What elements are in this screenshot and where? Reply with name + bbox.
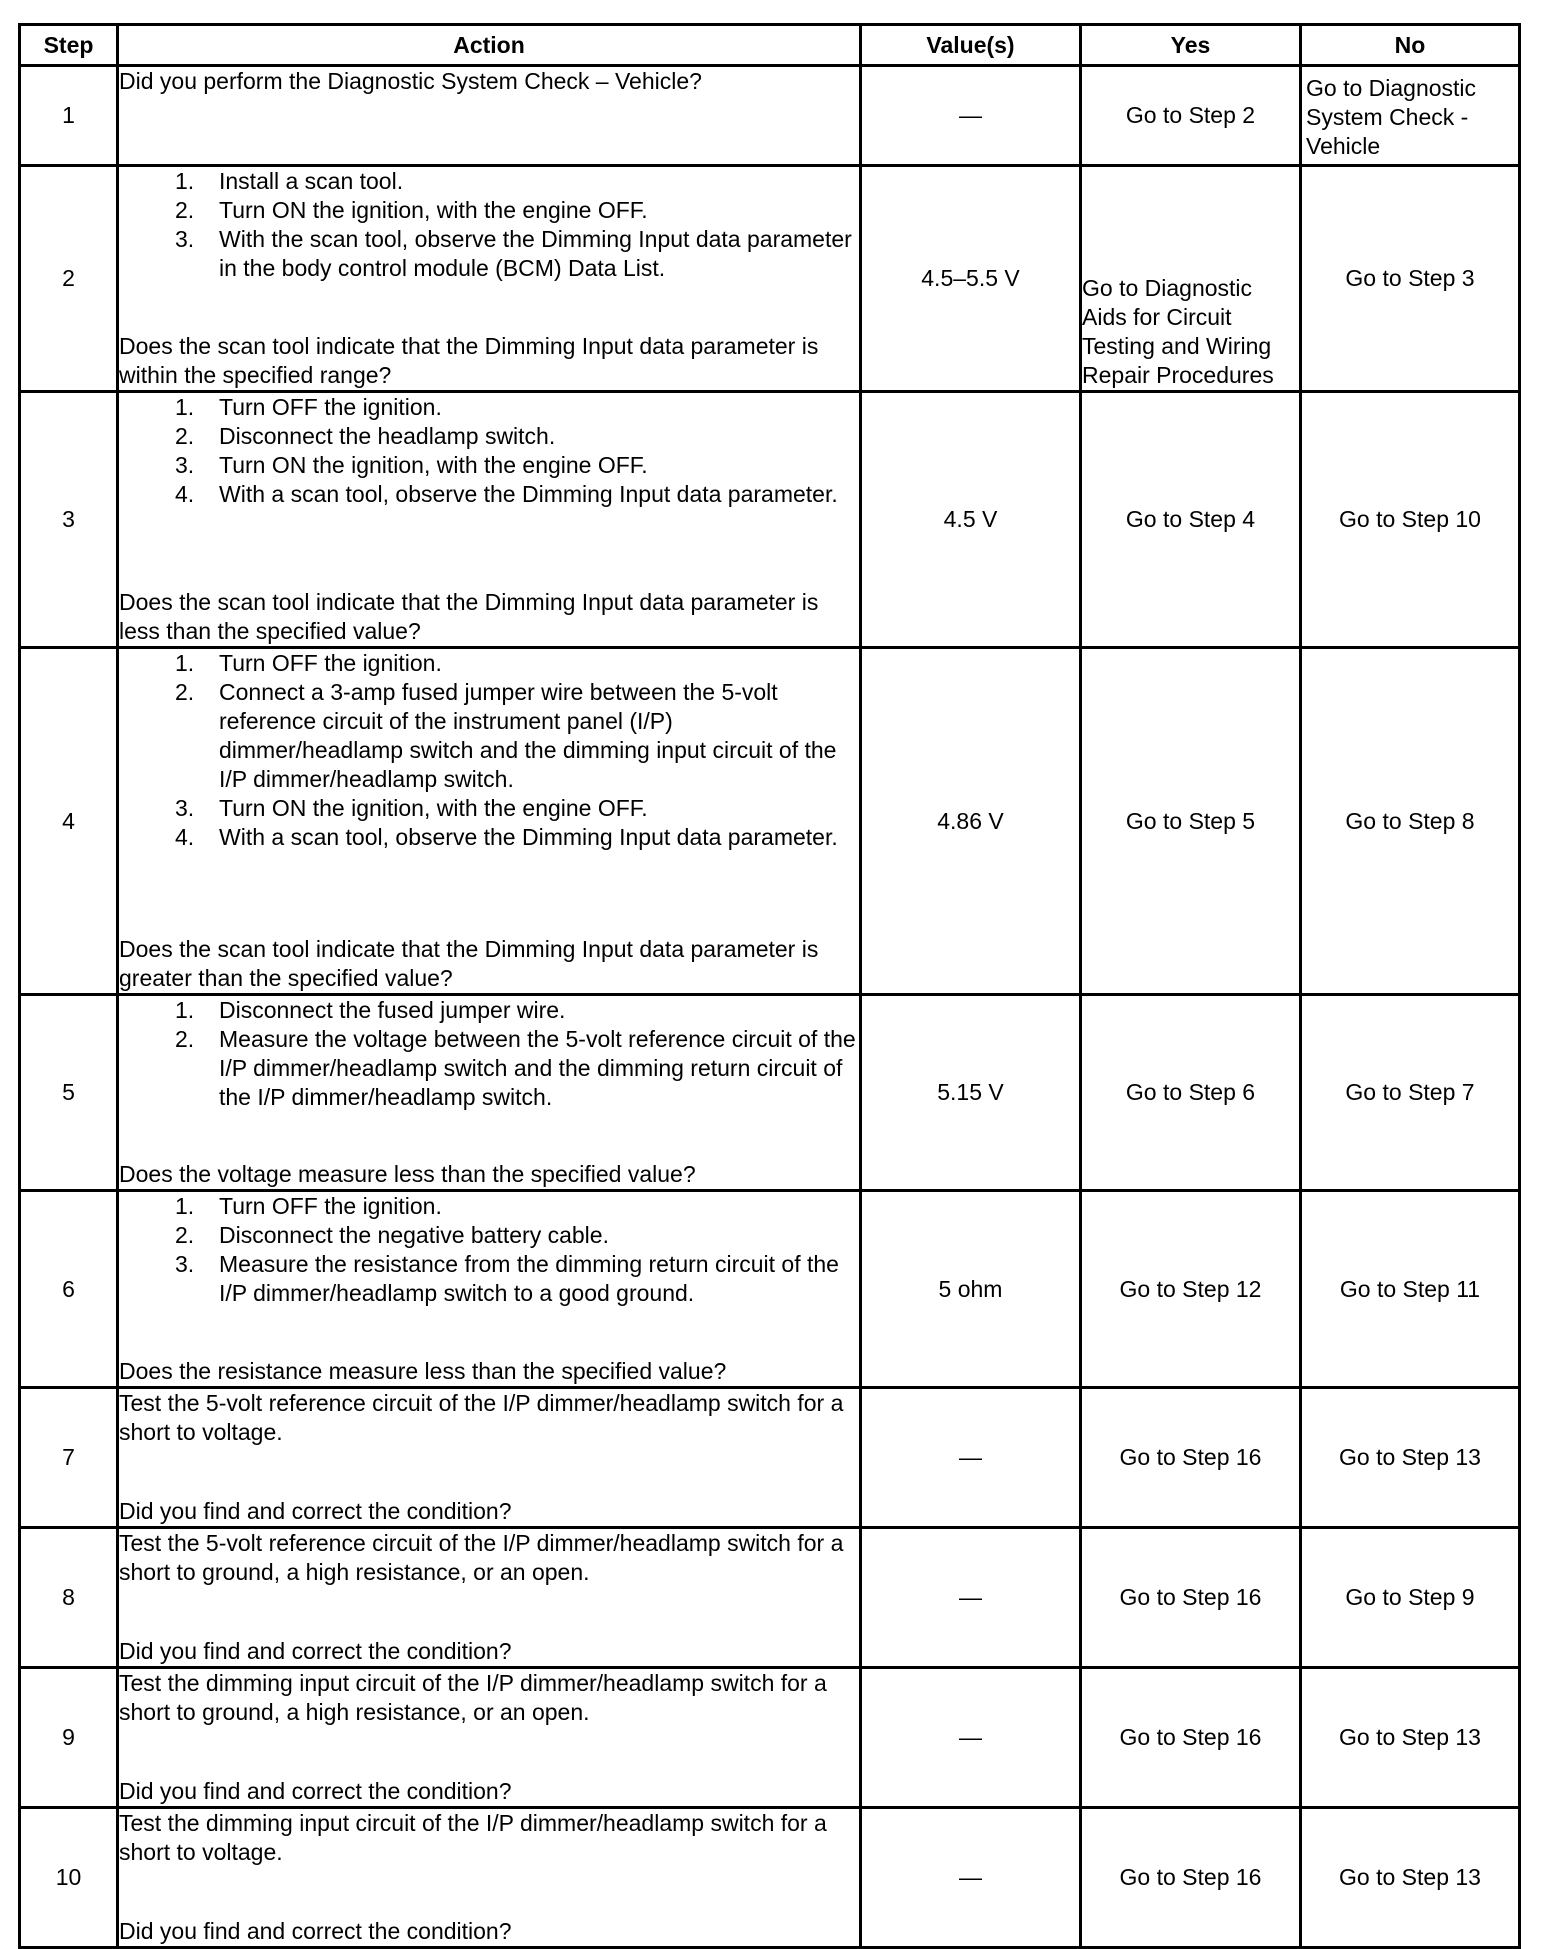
list-item-number: 1. [175,168,195,194]
list-item [175,225,859,283]
action-cell [118,392,861,648]
list-item-text: Install a scan tool. [219,168,404,194]
step-number: 4 [20,648,118,995]
table-body [20,66,1520,1948]
list-item-number: 3. [175,795,195,821]
action-steps-list [119,393,859,509]
list-item-text: With a scan tool, observe the Dimming Input data parameter. [219,824,838,850]
table-row [20,1191,1520,1388]
value-cell: 5 ohm [861,1191,1081,1388]
list-item-number: 3. [175,226,195,252]
list-item [175,794,859,823]
yes-cell: Go to Step 16 [1081,1388,1301,1528]
action-intro: Test the dimming input circuit of the I/P dimmer/headlamp switch for a short to voltage. [119,1810,827,1865]
action-steps-list [119,649,859,852]
table-row [20,648,1520,995]
step-number: 1 [20,66,118,166]
no-cell: Go to Step 3 [1301,166,1520,392]
action-intro: Test the dimming input circuit of the I/P dimmer/headlamp switch for a short to ground, a high resistance, or an open. [119,1670,827,1725]
header-row [20,25,1520,66]
action-content [119,1809,859,1946]
list-item [175,451,859,480]
yes-cell: Go to Step 12 [1081,1191,1301,1388]
header-action: Action [118,25,861,66]
no-cell: Go to Diagnostic System Check - Vehicle [1301,66,1520,166]
step-number: 10 [20,1808,118,1948]
list-item [175,1192,859,1221]
action-cell [118,995,861,1191]
list-item-number: 1. [175,1193,195,1219]
action-content [119,393,859,646]
table-row [20,66,1520,166]
no-cell: Go to Step 13 [1301,1808,1520,1948]
table-row [20,1528,1520,1668]
step-number: 7 [20,1388,118,1528]
step-number: 6 [20,1191,118,1388]
action-content [119,1529,859,1666]
value-cell: — [861,1808,1081,1948]
yes-cell: Go to Step 16 [1081,1528,1301,1668]
list-item-number: 4. [175,824,195,850]
action-intro: Test the 5-volt reference circuit of the I/P dimmer/headlamp switch for a short to voltage. [119,1390,844,1445]
list-item-text: Turn ON the ignition, with the engine OFF. [219,197,648,223]
list-item [175,1025,859,1112]
yes-cell: Go to Step 4 [1081,392,1301,648]
action-question: Did you find and correct the condition? [119,1778,512,1804]
list-item-number: 1. [175,650,195,676]
action-cell [118,1668,861,1808]
no-cell: Go to Step 9 [1301,1528,1520,1668]
yes-cell: Go to Step 16 [1081,1808,1301,1948]
action-cell [118,1388,861,1528]
value-cell: 4.5–5.5 V [861,166,1081,392]
action-content [119,67,859,164]
list-item-text: Turn OFF the ignition. [219,650,442,676]
no-cell: Go to Step 7 [1301,995,1520,1191]
value-cell: — [861,1528,1081,1668]
list-item-text: Turn ON the ignition, with the engine OFF. [219,795,648,821]
no-cell: Go to Step 8 [1301,648,1520,995]
yes-cell: Go to Step 2 [1081,66,1301,166]
action-question: Does the scan tool indicate that the Dimming Input data parameter is within the specified range? [119,333,819,388]
list-item-number: 3. [175,452,195,478]
action-steps-list [119,167,859,283]
no-cell: Go to Step 10 [1301,392,1520,648]
list-item [175,678,859,794]
list-item [175,1250,859,1308]
action-cell [118,66,861,166]
action-cell [118,1528,861,1668]
list-item-text: With a scan tool, observe the Dimming Input data parameter. [219,481,838,507]
action-question: Did you find and correct the condition? [119,1498,512,1524]
table-row [20,995,1520,1191]
step-number: 3 [20,392,118,648]
list-item-text: Turn ON the ignition, with the engine OFF. [219,452,648,478]
action-intro: Did you perform the Diagnostic System Check – Vehicle? [119,68,702,94]
diagnostic-table [18,23,1521,1949]
list-item [175,1221,859,1250]
yes-cell: Go to Diagnostic Aids for Circuit Testing and Wiring Repair Procedures [1081,166,1301,392]
action-question: Does the resistance measure less than the specified value? [119,1358,727,1384]
list-item-number: 1. [175,394,195,420]
list-item-text: Connect a 3-amp fused jumper wire between the 5-volt reference circuit of the instrument panel (I/P) dimmer/headlamp switch and the dimming input circuit of the I/P dimmer/headlamp switch. [219,679,837,792]
no-cell: Go to Step 13 [1301,1668,1520,1808]
action-intro: Test the 5-volt reference circuit of the I/P dimmer/headlamp switch for a short to ground, a high resistance, or an open. [119,1530,844,1585]
action-content [119,167,859,390]
list-item-text: Measure the resistance from the dimming return circuit of the I/P dimmer/headlamp switch to a good ground. [219,1251,839,1306]
action-steps-list [119,1192,859,1308]
table-row [20,392,1520,648]
yes-cell: Go to Step 16 [1081,1668,1301,1808]
action-question: Did you find and correct the condition? [119,1918,512,1944]
action-cell [118,1191,861,1388]
action-cell [118,648,861,995]
action-question: Does the scan tool indicate that the Dimming Input data parameter is less than the specified value? [119,589,819,644]
list-item [175,823,859,852]
action-cell [118,166,861,392]
action-content [119,996,859,1189]
table-row [20,1808,1520,1948]
action-question: Does the voltage measure less than the specified value? [119,1161,696,1187]
list-item [175,167,859,196]
yes-cell: Go to Step 5 [1081,648,1301,995]
list-item-text: Disconnect the headlamp switch. [219,423,556,449]
header-step: Step [20,25,118,66]
list-item-number: 2. [175,1026,195,1052]
step-number: 8 [20,1528,118,1668]
list-item-number: 2. [175,423,195,449]
list-item-text: Turn OFF the ignition. [219,1193,442,1219]
list-item [175,996,859,1025]
no-cell: Go to Step 13 [1301,1388,1520,1528]
list-item [175,393,859,422]
list-item-text: Turn OFF the ignition. [219,394,442,420]
list-item-number: 2. [175,197,195,223]
list-item [175,649,859,678]
value-cell: 4.5 V [861,392,1081,648]
list-item [175,422,859,451]
action-cell [118,1808,861,1948]
action-steps-list [119,996,859,1112]
action-content [119,649,859,993]
no-cell: Go to Step 11 [1301,1191,1520,1388]
value-cell: 4.86 V [861,648,1081,995]
header-no: No [1301,25,1520,66]
list-item [175,196,859,225]
list-item-text: Disconnect the fused jumper wire. [219,997,566,1023]
list-item-number: 1. [175,997,195,1023]
table-row [20,166,1520,392]
step-number: 9 [20,1668,118,1808]
value-cell: 5.15 V [861,995,1081,1191]
list-item-text: Disconnect the negative battery cable. [219,1222,609,1248]
value-cell: — [861,1668,1081,1808]
list-item-number: 2. [175,679,195,705]
step-number: 5 [20,995,118,1191]
list-item [175,480,859,509]
action-content [119,1389,859,1526]
table-row [20,1388,1520,1528]
step-number: 2 [20,166,118,392]
list-item-text: Measure the voltage between the 5-volt reference circuit of the I/P dimmer/headlamp switch and the dimming return circuit of the I/P dimmer/headlamp switch. [219,1026,856,1110]
action-content [119,1669,859,1806]
header-yes: Yes [1081,25,1301,66]
action-question: Did you find and correct the condition? [119,1638,512,1664]
yes-cell: Go to Step 6 [1081,995,1301,1191]
list-item-number: 3. [175,1251,195,1277]
value-cell: — [861,1388,1081,1528]
list-item-number: 2. [175,1222,195,1248]
list-item-text: With the scan tool, observe the Dimming Input data parameter in the body control module (BCM) Data List. [219,226,852,281]
value-cell: — [861,66,1081,166]
header-value: Value(s) [861,25,1081,66]
table-row [20,1668,1520,1808]
action-question: Does the scan tool indicate that the Dimming Input data parameter is greater than the specified value? [119,936,819,991]
list-item-number: 4. [175,481,195,507]
action-content [119,1192,859,1386]
